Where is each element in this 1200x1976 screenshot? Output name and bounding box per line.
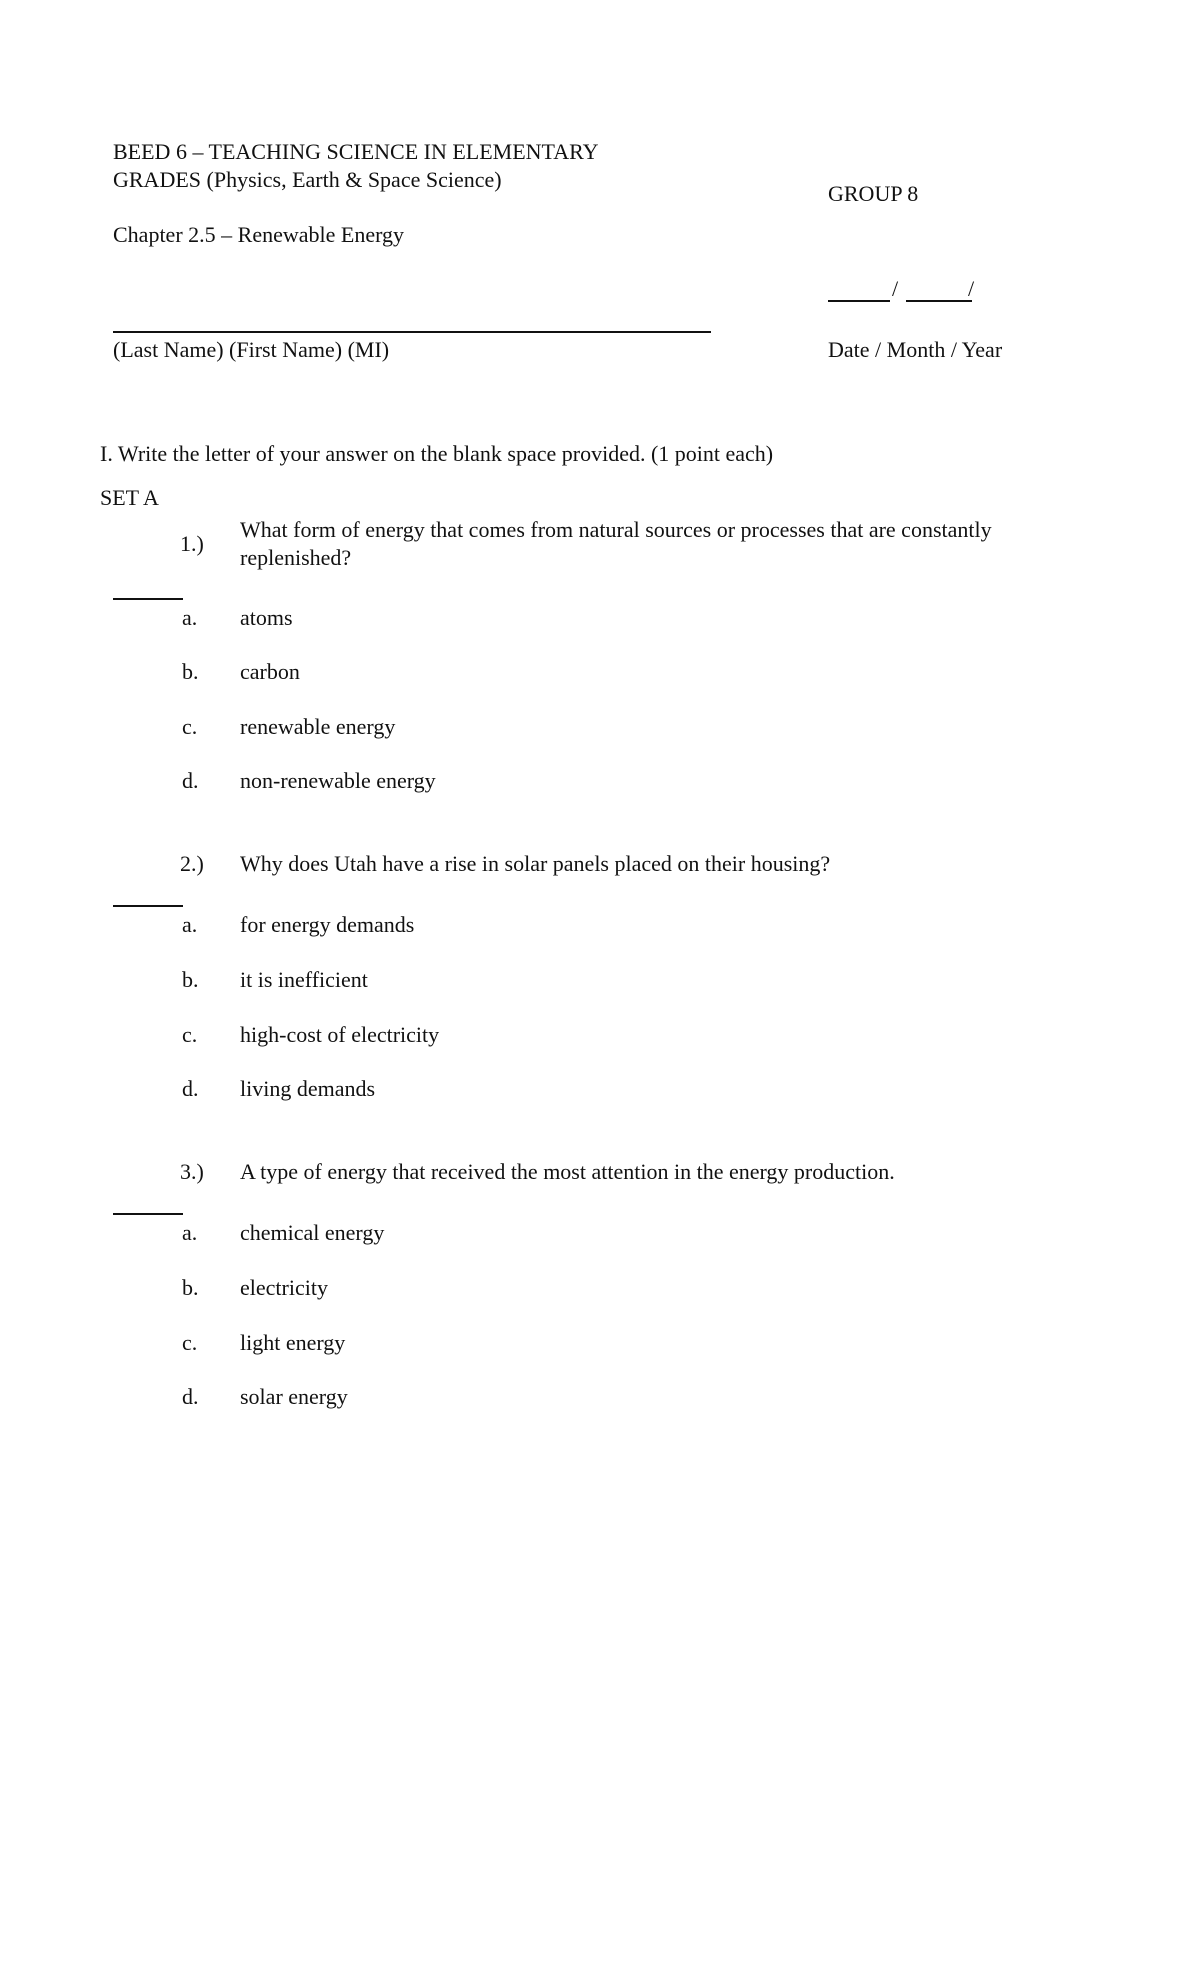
option-letter: d. [182,1076,199,1101]
question-number: 2.) [180,851,204,876]
option-letter: d. [182,768,199,793]
option-text: high-cost of electricity [240,1022,440,1047]
option-text: chemical energy [240,1220,385,1245]
answer-blank[interactable] [113,598,183,600]
course-title-line2: GRADES (Physics, Earth & Space Science) [113,167,502,192]
option-text: solar energy [240,1384,348,1409]
answer-blank[interactable] [113,905,183,907]
date-slash-1: / [892,276,899,301]
option-letter: b. [182,659,199,684]
chapter-title: Chapter 2.5 – Renewable Energy [113,222,405,247]
name-label: (Last Name) (First Name) (MI) [113,337,390,362]
group-label: GROUP 8 [828,181,919,206]
option-letter: c. [182,1330,198,1355]
option-text: it is inefficient [240,967,368,992]
option-letter: b. [182,967,199,992]
set-label: SET A [100,485,159,510]
option-text: carbon [240,659,300,684]
question-text: What form of energy that comes from natural sources or processes that are constantly replenished? [240,517,992,570]
name-blank[interactable] [113,331,711,333]
date-label: Date / Month / Year [828,337,1003,362]
option-text: living demands [240,1076,376,1101]
option-text: atoms [240,605,293,630]
answer-blank[interactable] [113,1213,183,1215]
option-text: non-renewable energy [240,768,436,793]
question-number: 1.) [180,531,204,556]
option-text: light energy [240,1330,346,1355]
option-letter: c. [182,714,198,739]
course-title-line1: BEED 6 – TEACHING SCIENCE IN ELEMENTARY [113,139,599,164]
question-text: Why does Utah have a rise in solar panels placed on their housing? [240,851,831,876]
option-text: for energy demands [240,912,415,937]
question-text: A type of energy that received the most attention in the energy production. [240,1159,895,1184]
day-blank[interactable] [828,300,890,302]
question-number: 3.) [180,1159,204,1184]
option-text: renewable energy [240,714,396,739]
instructions: I. Write the letter of your answer on the blank space provided. (1 point each) [100,441,774,466]
option-letter: d. [182,1384,199,1409]
option-text: electricity [240,1275,328,1300]
month-blank[interactable] [906,300,972,302]
option-letter: a. [182,912,198,937]
date-slash-2: / [968,276,975,301]
option-letter: c. [182,1022,198,1047]
option-letter: a. [182,1220,198,1245]
option-letter: a. [182,605,198,630]
option-letter: b. [182,1275,199,1300]
